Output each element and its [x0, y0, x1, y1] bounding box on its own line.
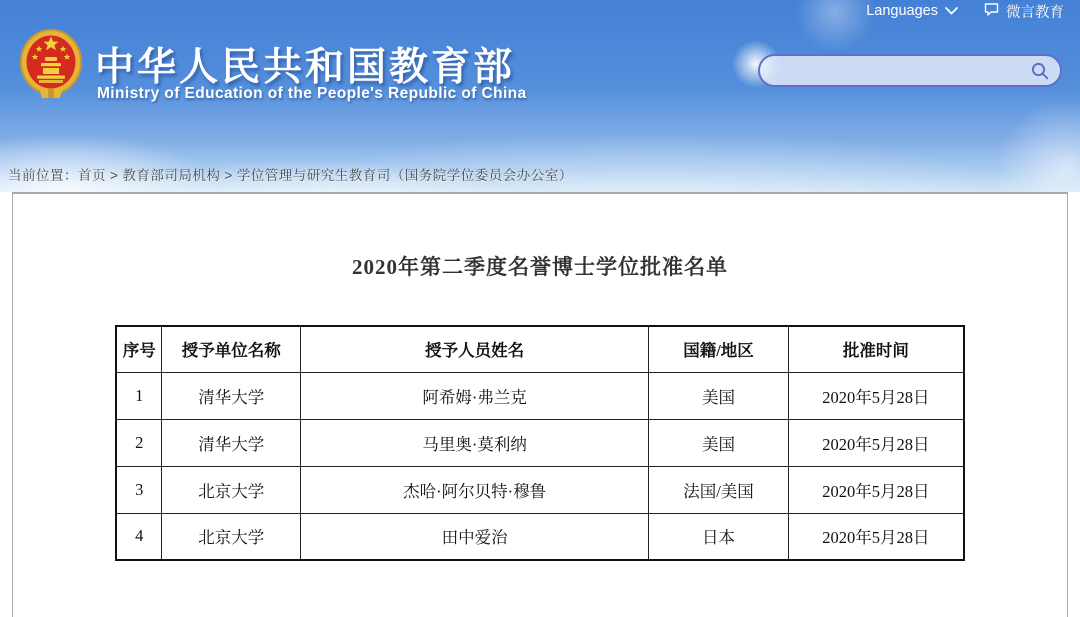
cell-nationality: 日本 [649, 513, 789, 560]
cell-approval-date: 2020年5月28日 [788, 419, 964, 466]
cell-nationality: 美国 [649, 372, 789, 419]
weiyan-label: 微言教育 [1006, 4, 1064, 21]
col-header-index: 序号 [116, 326, 162, 372]
site-subtitle: Ministry of Education of the People's Republic of China [97, 85, 527, 102]
cell-recipient: 马里奥·莫利纳 [301, 419, 649, 466]
breadcrumb-separator: > [110, 168, 119, 183]
top-links [866, 0, 1064, 22]
cell-approval-date: 2020年5月28日 [788, 372, 964, 419]
chat-bubble-icon [984, 3, 999, 16]
cell-recipient: 阿希姆·弗兰克 [301, 372, 649, 419]
cell-index: 3 [116, 466, 162, 513]
table-row [116, 419, 964, 466]
col-header-recipient: 授予人员姓名 [301, 326, 649, 372]
search-icon[interactable] [1030, 61, 1050, 81]
col-header-institution: 授予单位名称 [162, 326, 301, 372]
cell-approval-date: 2020年5月28日 [788, 513, 964, 560]
col-header-approval-date: 批准时间 [788, 326, 964, 372]
languages-label: Languages [866, 3, 938, 19]
page-title: 2020年第二季度名誉博士学位批准名单 [352, 255, 728, 279]
table-row [116, 466, 964, 513]
site-banner [0, 0, 1080, 192]
breadcrumb-home[interactable]: 首页 [78, 168, 106, 183]
cell-nationality: 美国 [649, 419, 789, 466]
breadcrumb-separator: > [224, 168, 233, 183]
search-input[interactable] [774, 56, 1030, 85]
approval-table [115, 325, 965, 561]
table-header-row [116, 326, 964, 372]
cell-index: 1 [116, 372, 162, 419]
breadcrumb-departments[interactable]: 教育部司局机构 [122, 168, 221, 183]
cell-index: 4 [116, 513, 162, 560]
cell-index: 2 [116, 419, 162, 466]
cell-approval-date: 2020年5月28日 [788, 466, 964, 513]
cell-institution: 清华大学 [162, 372, 301, 419]
cell-nationality: 法国/美国 [649, 466, 789, 513]
weiyan-education-link[interactable] [984, 1, 1064, 22]
table-row [116, 513, 964, 560]
cell-institution: 北京大学 [162, 513, 301, 560]
search-bar [758, 54, 1062, 87]
national-emblem-icon [18, 27, 84, 101]
table-row [116, 372, 964, 419]
cell-institution: 北京大学 [162, 466, 301, 513]
cell-recipient: 田中爱治 [301, 513, 649, 560]
site-title: 中华人民共和国教育部 [95, 46, 516, 89]
col-header-nationality: 国籍/地区 [649, 326, 789, 372]
breadcrumb-current-office[interactable]: 学位管理与研究生教育司（国务院学位委员会办公室） [236, 168, 573, 183]
cell-recipient: 杰哈·阿尔贝特·穆鲁 [301, 466, 649, 513]
cell-institution: 清华大学 [162, 419, 301, 466]
content-panel [12, 192, 1068, 617]
breadcrumb [8, 164, 573, 184]
chevron-down-icon [945, 7, 958, 15]
breadcrumb-label: 当前位置： [8, 168, 78, 183]
languages-menu[interactable] [866, 3, 958, 19]
